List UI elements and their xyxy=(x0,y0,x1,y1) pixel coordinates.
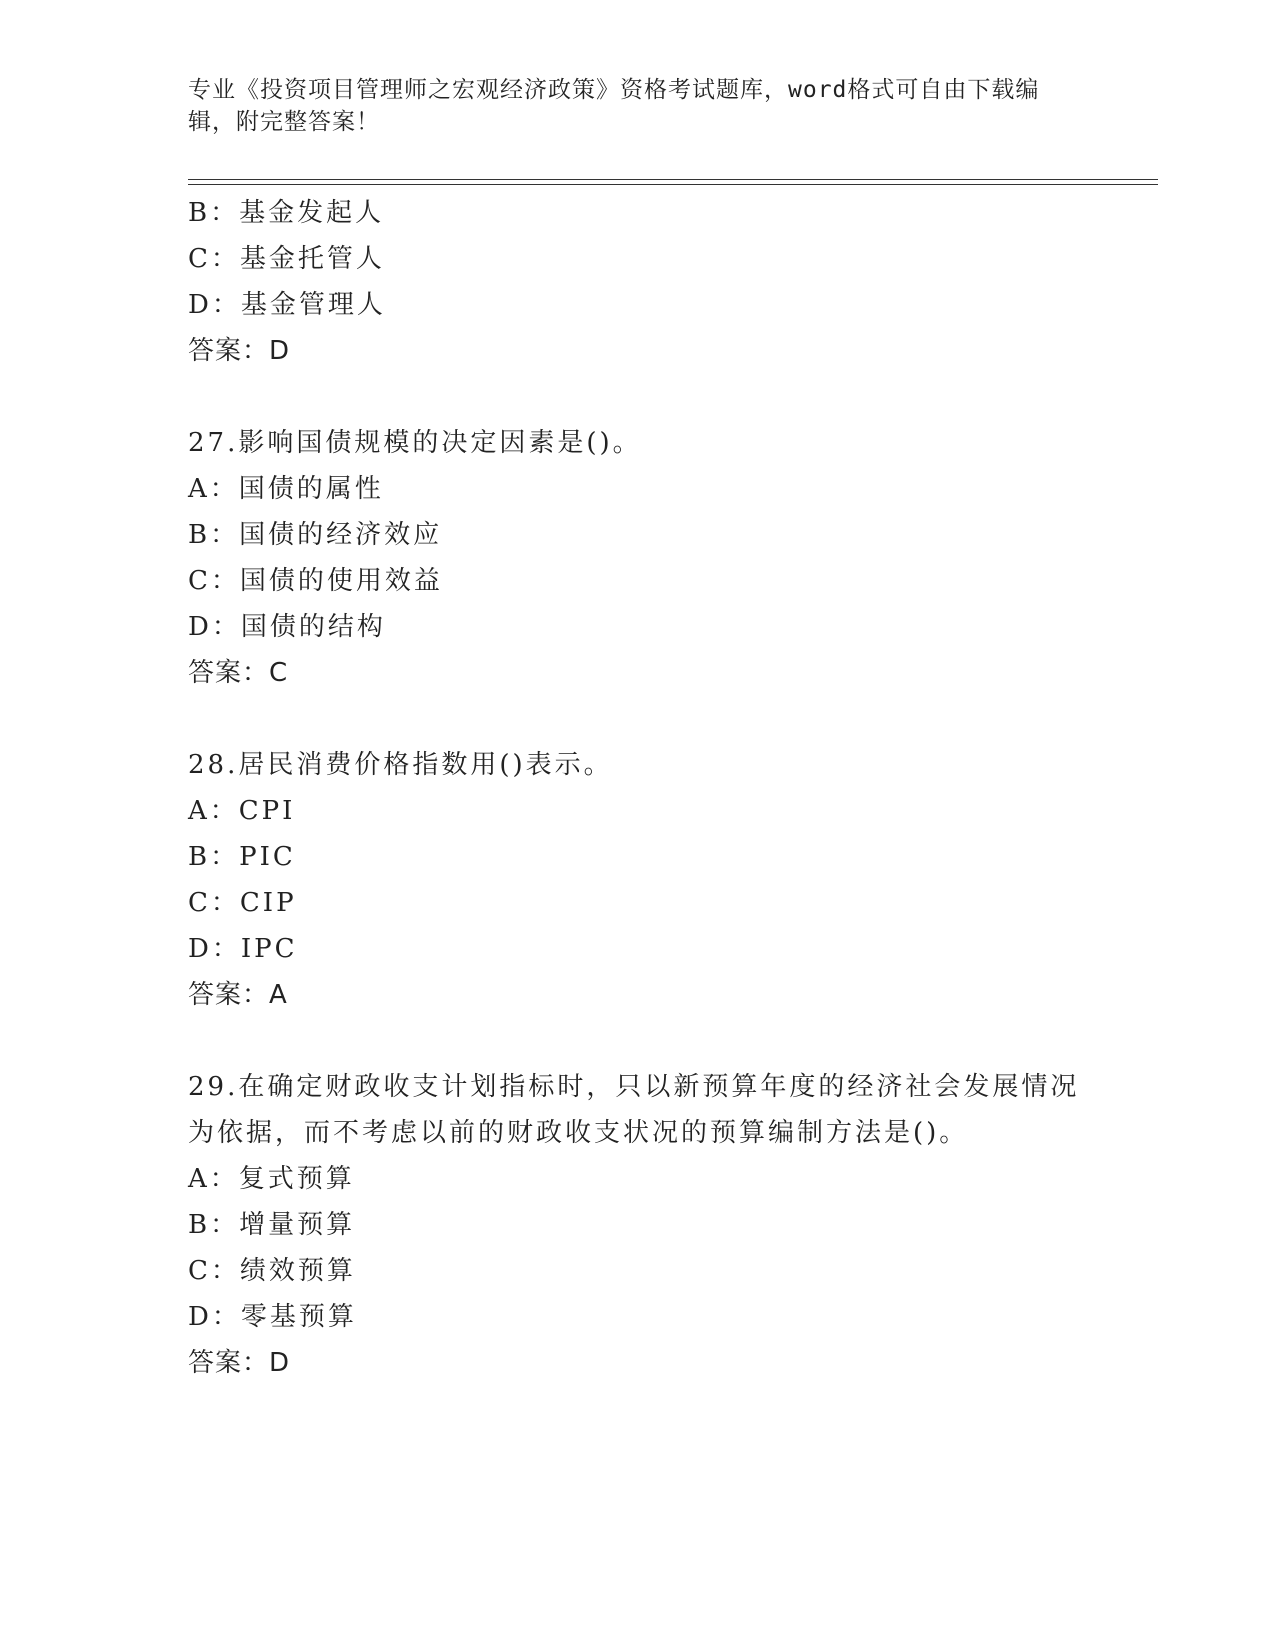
question-block-28 xyxy=(188,742,1088,1018)
header-divider-top xyxy=(188,179,1158,180)
question-list xyxy=(188,190,1088,1386)
question-stem: 28.居民消费价格指数用()表示。 xyxy=(188,750,613,780)
option-c: C：基金托管人 xyxy=(188,244,385,274)
question-block-27 xyxy=(188,420,1088,696)
option-c: C：绩效预算 xyxy=(188,1256,356,1286)
spacer xyxy=(188,1018,1088,1064)
answer-line: 答案：C xyxy=(188,658,289,688)
option-d: D：零基预算 xyxy=(188,1302,357,1332)
answer-line: 答案：A xyxy=(188,980,288,1010)
question-block-29 xyxy=(188,1064,1088,1386)
option-d: D：IPC xyxy=(188,934,298,964)
option-c: C：国债的使用效益 xyxy=(188,566,443,596)
spacer xyxy=(188,374,1088,420)
option-c: C：CIP xyxy=(188,888,297,918)
header-divider-bottom xyxy=(188,184,1158,185)
option-b: B：国债的经济效应 xyxy=(188,520,443,550)
answer-line: 答案：D xyxy=(188,336,291,366)
question-stem: 27.影响国债规模的决定因素是()。 xyxy=(188,428,642,458)
option-b: B：基金发起人 xyxy=(188,198,385,228)
option-b: B：增量预算 xyxy=(188,1210,356,1240)
option-d: D：国债的结构 xyxy=(188,612,386,642)
question-block-26 xyxy=(188,190,1088,374)
document-header xyxy=(188,74,1068,138)
answer-line: 答案：D xyxy=(188,1348,291,1378)
header-line-2: 辑，附完整答案！ xyxy=(188,109,380,135)
option-d: D：基金管理人 xyxy=(188,290,386,320)
header-line-1: 专业《投资项目管理师之宏观经济政策》资格考试题库，word格式可自由下载编 xyxy=(188,77,1040,103)
option-a: A：复式预算 xyxy=(188,1164,355,1194)
option-a: A：国债的属性 xyxy=(188,474,384,504)
question-stem-line-1: 29.在确定财政收支计划指标时，只以新预算年度的经济社会发展情况 xyxy=(188,1072,1080,1102)
question-stem-line-2: 为依据，而不考虑以前的财政收支状况的预算编制方法是()。 xyxy=(188,1118,969,1148)
spacer xyxy=(188,696,1088,742)
option-b: B：PIC xyxy=(188,842,296,872)
option-a: A：CPI xyxy=(188,796,296,826)
